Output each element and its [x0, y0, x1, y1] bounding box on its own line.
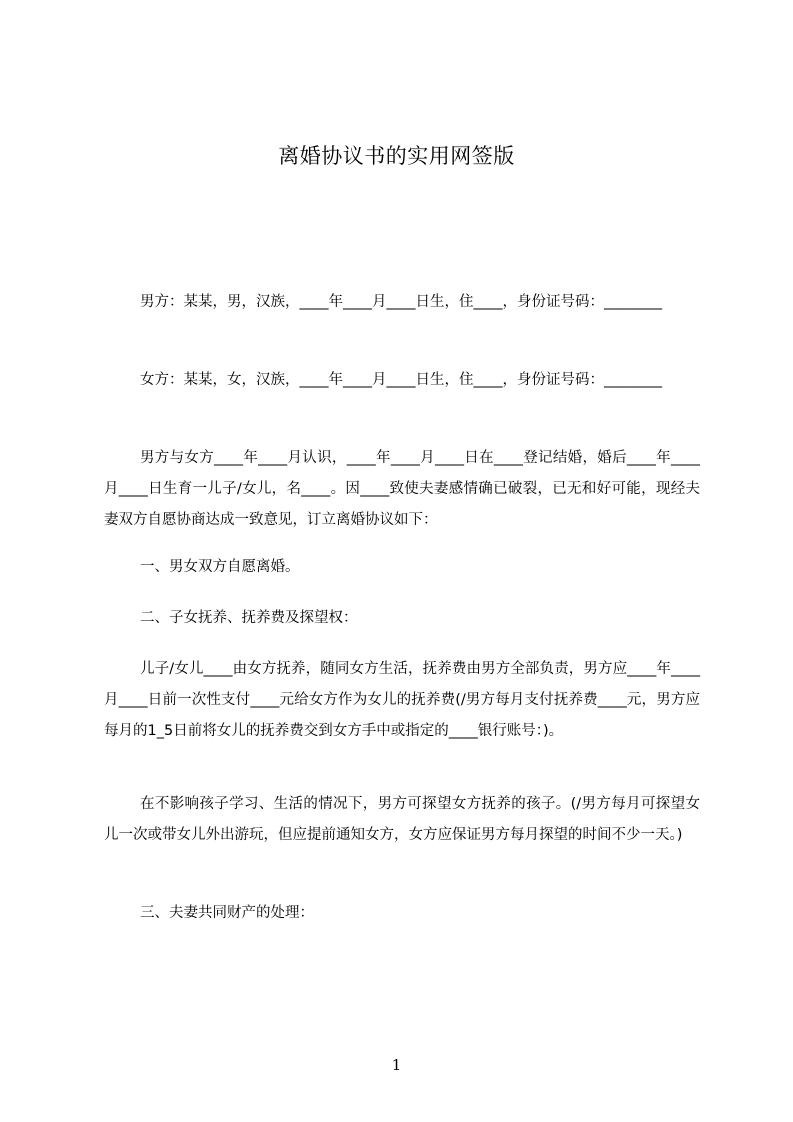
paragraph-visitation-rights: 在不影响孩子学习、生活的情况下，男方可探望女方抚养的孩子。(/男方每月可探望女儿一次或带女儿外出游玩，但应提前通知女方，女方应保证男方每月探望的时间不少一天。) — [104, 796, 700, 843]
paragraph-female-party: 女方：某某，女，汉族，____年____月____日生，住____，身份证号码：________ — [140, 372, 662, 388]
document-title: 离婚协议书的实用网签版 — [278, 144, 515, 168]
section-heading-divorce: 一、男女双方自愿离婚。 — [140, 559, 300, 575]
section-heading-property: 三、夫妻共同财产的处理： — [140, 905, 314, 921]
section-heading-child-custody: 二、子女抚养、抚养费及探望权： — [140, 610, 358, 626]
paragraph-marriage-background: 男方与女方____年____月认识，____年____月____日在____登记结婚，婚后____年____月____日生育一儿子/女儿，名____。因____致使夫妻感情确已破裂，已无和好可能，现经夫妻双方自愿协商达成一致意见，订立离婚协议如下： — [104, 450, 700, 528]
paragraph-child-support: 儿子/女儿____由女方抚养，随同女方生活，抚养费由男方全部负责，男方应____年____月____日前一次性支付____元给女方作为女儿的抚养费(/男方每月支付抚养费____元，男方应每月的1_5日前将女儿的抚养费交到女方手中或指定的____银行账号：)。 — [104, 661, 700, 739]
paragraph-male-party: 男方：某某，男，汉族，____年____月____日生，住____，身份证号码：________ — [140, 294, 662, 310]
page-number: 1 — [391, 1056, 402, 1074]
